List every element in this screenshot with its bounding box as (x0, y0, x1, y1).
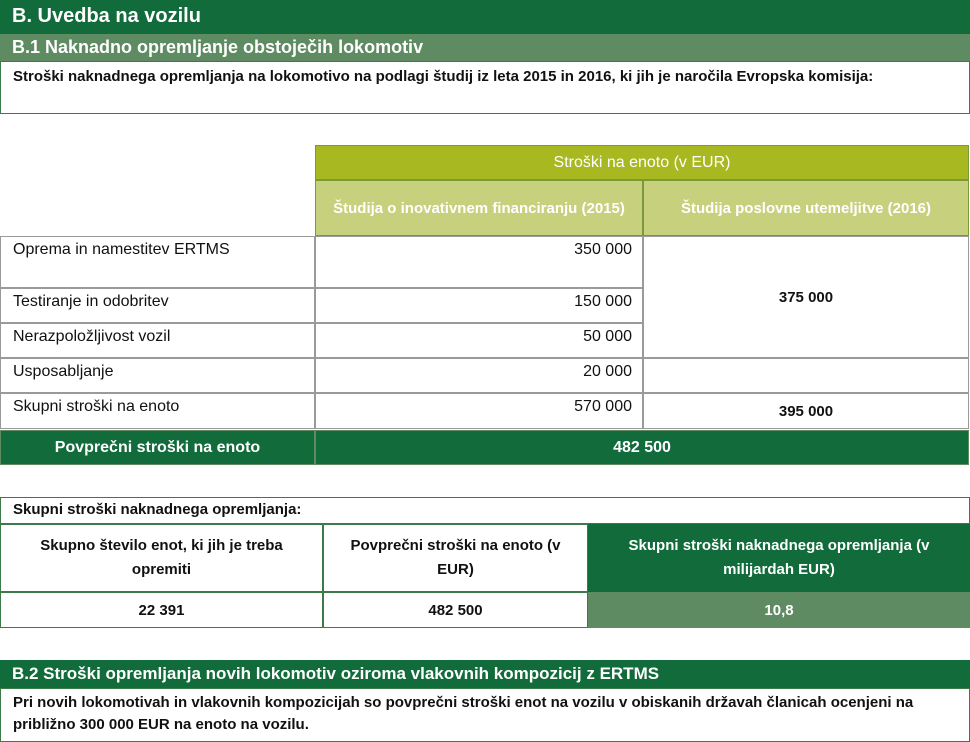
section-b1-intro: Stroški naknadnega opremljanja na lokomotivo na podlagi študij iz leta 2015 in 2016, ki jih je naročila Evropska komisija: (0, 61, 970, 114)
avg-cost-value-2: 482 500 (323, 592, 588, 628)
units-header: Skupno število enot, ki jih je treba opremiti (0, 524, 323, 592)
col-2015-header: Študija o inovativnem financiranju (2015) (315, 180, 643, 236)
col-2016-header: Študija poslovne utemeljitve (2016) (643, 180, 969, 236)
empty-cell (643, 358, 969, 393)
section-b2-title: B.2 Stroški opremljanja novih lokomotiv oziroma vlakovnih kompozicij z ERTMS (0, 660, 970, 688)
row-label: Usposabljanje (0, 358, 315, 393)
row-label: Oprema in namestitev ERTMS (0, 236, 315, 288)
total-2016-value: 395 000 (643, 393, 969, 429)
row-value-2015: 150 000 (315, 288, 643, 323)
row-label: Testiranje in odobritev (0, 288, 315, 323)
units-value: 22 391 (0, 592, 323, 628)
row-value-2015: 20 000 (315, 358, 643, 393)
row-value-2015: 350 000 (315, 236, 643, 288)
total-cost-title: Skupni stroški naknadnega opremljanja: (0, 497, 970, 524)
avg-cost-label: Povprečni stroški na enoto (0, 430, 315, 465)
row-label: Nerazpoložljivost vozil (0, 323, 315, 358)
avg-cost-header: Povprečni stroški na enoto (v EUR) (323, 524, 588, 592)
row-label: Skupni stroški na enoto (0, 393, 315, 429)
section-b2-text: Pri novih lokomotivah in vlakovnih kompozicijah so povprečni stroški enot na vozilu v obiskanih državah članicah ocenjeni na približno 300 000 EUR na enoto na vozilu. (0, 688, 970, 742)
total-cost-header: Skupni stroški naknadnega opremljanja (v milijardah EUR) (588, 524, 970, 592)
avg-cost-value: 482 500 (315, 430, 969, 465)
unit-cost-header: Stroški na enoto (v EUR) (315, 145, 969, 180)
section-b1-title: B.1 Naknadno opremljanje obstoječih lokomotiv (0, 34, 970, 61)
row-value-2015: 50 000 (315, 323, 643, 358)
total-cost-value: 10,8 (588, 592, 970, 628)
row-value-2015: 570 000 (315, 393, 643, 429)
section-b-title: B. Uvedba na vozilu (0, 0, 970, 34)
merged-2016-value: 375 000 (643, 236, 969, 358)
